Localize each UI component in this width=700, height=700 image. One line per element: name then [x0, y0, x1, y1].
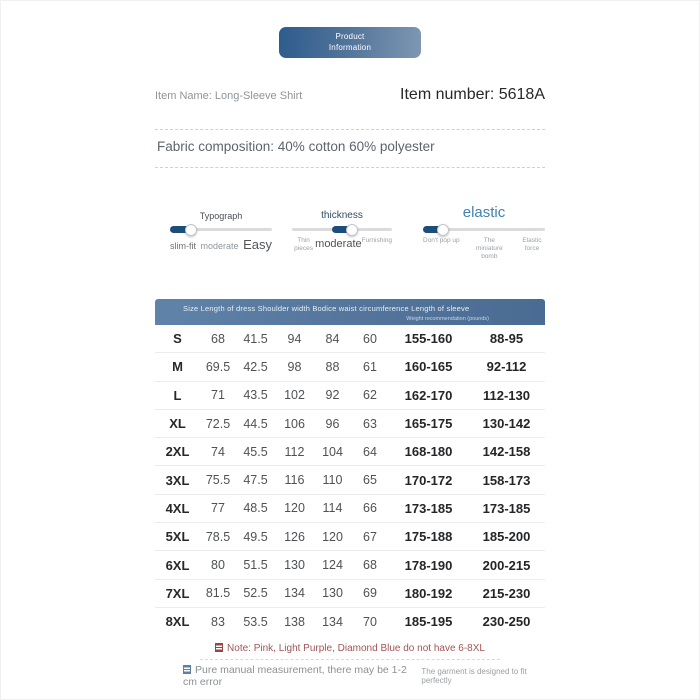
measurement-cell: 72.5 [205, 416, 231, 431]
fabric-composition: Fabric composition: 40% cotton 60% polyester [157, 139, 435, 154]
measurement-cell: 114 [322, 501, 343, 516]
measurement-cell: 65 [363, 473, 377, 488]
slider-knob[interactable] [437, 224, 449, 236]
measurement-cell: 52.5 [243, 586, 268, 601]
bottom-notes [155, 664, 545, 688]
size-cell: 5XL [165, 529, 190, 545]
measurement-cell: 175-188 [404, 529, 453, 545]
slider-label: moderate [315, 238, 362, 250]
measurement-cell: 70 [363, 614, 377, 629]
table-row [155, 325, 545, 353]
measurement-cell: 78.5 [205, 529, 231, 544]
measurement-cell: 162-170 [404, 387, 453, 403]
slider-label: Elastic force [522, 237, 542, 253]
size-cell: 4XL [165, 500, 190, 516]
measurement-cell: 92-112 [486, 359, 527, 375]
table-row [155, 353, 545, 381]
measurement-cell: 173-185 [404, 500, 453, 516]
measurement-cell: 51.5 [243, 558, 268, 573]
size-cell: 3XL [165, 472, 190, 488]
dashed-divider [200, 659, 500, 660]
item-name: Item Name: Long-Sleeve Shirt [155, 90, 303, 102]
measurement-cell: 83 [211, 614, 225, 629]
table-row [155, 495, 545, 523]
measurement-cell: 178-190 [404, 557, 453, 573]
measurement-cell: 53.5 [243, 614, 268, 629]
measurement-cell: 130-142 [482, 416, 531, 432]
size-cell: XL [169, 416, 186, 432]
measurement-cell: 155-160 [404, 331, 453, 347]
content-column [155, 0, 545, 700]
measurement-cell: 44.5 [243, 416, 268, 431]
size-table-rows [155, 325, 545, 635]
slider-elastic-track[interactable] [423, 228, 545, 231]
measurement-cell: 80 [211, 558, 225, 573]
measurement-cell: 43.5 [243, 388, 268, 403]
size-cell: 7XL [165, 585, 190, 601]
measurement-cell: 61 [363, 359, 377, 374]
measurement-cell: 64 [363, 444, 377, 459]
table-row [155, 466, 545, 494]
table-row [155, 382, 545, 410]
slider-thickness-labels [292, 237, 392, 253]
measurement-cell: 104 [322, 444, 343, 459]
table-row [155, 580, 545, 608]
measurement-cell: 138 [284, 614, 305, 629]
measurement-cell: 185-200 [482, 529, 531, 545]
measurement-cell: 173-185 [482, 500, 531, 516]
table-row [155, 410, 545, 438]
measurement-cell: 165-175 [404, 416, 453, 432]
measurement-cell: 120 [284, 501, 305, 516]
size-cell: L [173, 387, 182, 403]
size-cell: S [173, 331, 182, 347]
measurement-cell: 84 [325, 331, 340, 346]
fit-note: The garment is designed to fit perfectly [421, 667, 527, 685]
measurement-cell: 126 [284, 529, 305, 544]
measurement-cell: 180-192 [404, 585, 453, 601]
slider-label: Furnishing [361, 237, 392, 244]
slider-label: The miniature bomb [475, 237, 503, 261]
measurement-cell: 74 [211, 444, 225, 459]
size-table-header-sub: Weight recommendation (pounds) [406, 316, 489, 322]
slider-knob[interactable] [346, 224, 358, 236]
measurement-cell: 158-173 [482, 472, 531, 488]
size-cell: 2XL [165, 444, 190, 460]
slider-label: Thin pieces [294, 237, 313, 253]
measurement-cell: 98 [287, 359, 302, 374]
measurement-cell: 110 [322, 473, 343, 488]
note-list-icon [183, 665, 191, 674]
measurement-cell: 75.5 [205, 473, 231, 488]
dashed-divider [155, 167, 545, 168]
slider-thickness [292, 196, 392, 253]
slider-knob[interactable] [185, 224, 197, 236]
measurement-cell: 69 [363, 586, 377, 601]
measurement-cell: 96 [325, 416, 340, 431]
measurement-cell: 67 [363, 529, 377, 544]
measurement-cell: 81.5 [205, 586, 231, 601]
size-table [155, 299, 545, 635]
measurement-cell: 62 [363, 388, 377, 403]
measurement-cell: 168-180 [404, 444, 453, 460]
measurement-cell: 230-250 [482, 614, 531, 630]
measurement-cell: 130 [284, 558, 305, 573]
size-table-header-main: Size Length of dress Shoulder width Bodice waist circumference Length of sleeve [183, 304, 470, 313]
slider-elastic-title: elastic [462, 204, 506, 221]
slider-fit-title: Typograph [199, 211, 243, 221]
slider-label: moderate [200, 241, 239, 251]
measure-note [183, 664, 421, 688]
measurement-cell: 49.5 [243, 529, 268, 544]
table-row [155, 523, 545, 551]
measurement-cell: 42.5 [243, 359, 268, 374]
measurement-cell: 134 [284, 586, 305, 601]
measurement-cell: 77 [211, 501, 225, 516]
badge-line1: Product [335, 31, 365, 41]
product-information-badge [279, 27, 421, 58]
measurement-cell: 69.5 [205, 359, 231, 374]
measurement-cell: 215-230 [482, 585, 531, 601]
measurement-cell: 112-130 [483, 387, 530, 403]
measurement-cell: 106 [284, 416, 305, 431]
measurement-cell: 200-215 [482, 557, 531, 573]
measurement-cell: 142-158 [482, 444, 531, 460]
item-number: Item number: 5618A [400, 86, 545, 103]
table-row [155, 551, 545, 579]
measurement-cell: 45.5 [243, 444, 268, 459]
size-cell: 6XL [165, 557, 190, 573]
measurement-cell: 66 [363, 501, 377, 516]
measurement-cell: 130 [322, 586, 343, 601]
item-row [155, 86, 545, 104]
slider-label: Don't pop up [423, 237, 460, 244]
slider-fit [170, 196, 272, 252]
measurement-cell: 88-95 [489, 331, 524, 347]
measurement-cell: 68 [363, 558, 377, 573]
slider-thickness-track[interactable] [292, 228, 392, 231]
measurement-cell: 60 [363, 331, 377, 346]
size-cell: 8XL [165, 614, 190, 630]
slider-fit-track[interactable] [170, 228, 272, 231]
measurement-cell: 116 [284, 473, 305, 488]
color-note-text: Note: Pink, Light Purple, Diamond Blue do not have 6-8XL [227, 643, 485, 654]
color-note [155, 643, 545, 654]
table-row [155, 438, 545, 466]
slider-fit-labels [170, 237, 272, 252]
measurement-cell: 112 [284, 444, 305, 459]
measurement-cell: 41.5 [243, 331, 268, 346]
slider-thickness-title: thickness [321, 210, 363, 221]
measurement-cell: 170-172 [404, 472, 453, 488]
slider-label: slim-fit [170, 241, 196, 251]
measurement-cell: 71 [211, 388, 225, 403]
measurement-cell: 160-165 [404, 359, 453, 375]
size-cell: M [172, 359, 183, 375]
table-row [155, 608, 545, 635]
note-list-icon [215, 643, 223, 652]
measurement-cell: 48.5 [243, 501, 268, 516]
dashed-divider [155, 129, 545, 130]
measurement-cell: 102 [284, 388, 305, 403]
measurement-cell: 185-195 [404, 614, 453, 630]
measure-note-text: Pure manual measurement, there may be 1-2 cm error [183, 664, 407, 688]
size-table-header [155, 299, 545, 325]
badge-line2: Information [328, 42, 372, 52]
measurement-cell: 88 [325, 359, 340, 374]
slider-label: Easy [243, 237, 272, 252]
measurement-cell: 120 [322, 529, 343, 544]
slider-elastic [423, 196, 545, 261]
measurement-cell: 63 [363, 416, 377, 431]
measurement-cell: 68 [211, 331, 225, 346]
measurement-cell: 124 [322, 558, 343, 573]
slider-elastic-labels [423, 237, 545, 261]
measurement-cell: 92 [325, 388, 340, 403]
measurement-cell: 47.5 [243, 473, 268, 488]
measurement-cell: 134 [322, 614, 343, 629]
measurement-cell: 94 [287, 331, 302, 346]
